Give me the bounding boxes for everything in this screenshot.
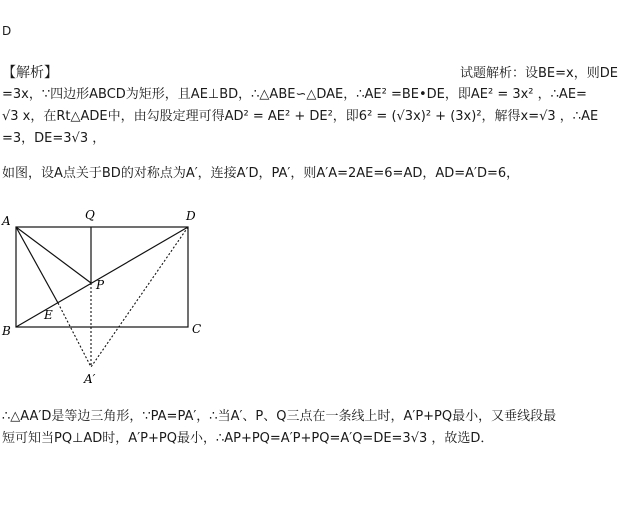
label-a: A xyxy=(2,214,11,228)
geometry-figure xyxy=(0,205,230,395)
label-q: Q xyxy=(85,208,95,222)
solution-line-5: ∴△AA′D是等边三角形，∵PA=PA′，∴当A′、P、Q三点在一条线上时，A′P+PQ最小，又垂线段最 xyxy=(2,409,557,424)
analysis-intro: 试题解析：设BE=x，则DE xyxy=(460,66,618,81)
label-p: P xyxy=(96,278,105,292)
segment-ap xyxy=(16,227,91,283)
diagonal-bd xyxy=(16,227,188,327)
dotted-da-prime xyxy=(91,227,188,367)
label-b: B xyxy=(2,324,11,338)
dotted-ea-prime xyxy=(58,303,91,367)
label-c: C xyxy=(192,322,202,336)
solution-line-3: =3，DE=3√3 ， xyxy=(2,131,106,146)
solution-line-2: √3 x，在Rt△ADE中，由勾股定理可得AD² = AE² + DE²，即6² = (√3x)² + (3x)²，解得x=√3 ，∴AE xyxy=(2,109,599,124)
answer-letter: D xyxy=(2,24,12,38)
solution-line-1: =3x，∵四边形ABCD为矩形，且AE⊥BD，∴△ABE∽△DAE，∴AE² =BE•DE，即AE² = 3x² ，∴AE= xyxy=(2,87,587,102)
label-a-prime: A′ xyxy=(84,372,96,386)
segment-ae xyxy=(16,227,58,303)
label-d: D xyxy=(186,209,196,223)
solution-line-4: 如图，设A点关于BD的对称点为A′，连接A′D，PA′，则A′A=2AE=6=AD，AD=A′D=6， xyxy=(2,166,520,181)
analysis-title: 【解析】 xyxy=(2,65,58,81)
solution-line-6: 短可知当PQ⊥AD时，A′P+PQ最小，∴AP+PQ=A′P+PQ=A′Q=DE=3√3 ，故选D． xyxy=(2,431,494,446)
label-e: E xyxy=(44,308,53,322)
